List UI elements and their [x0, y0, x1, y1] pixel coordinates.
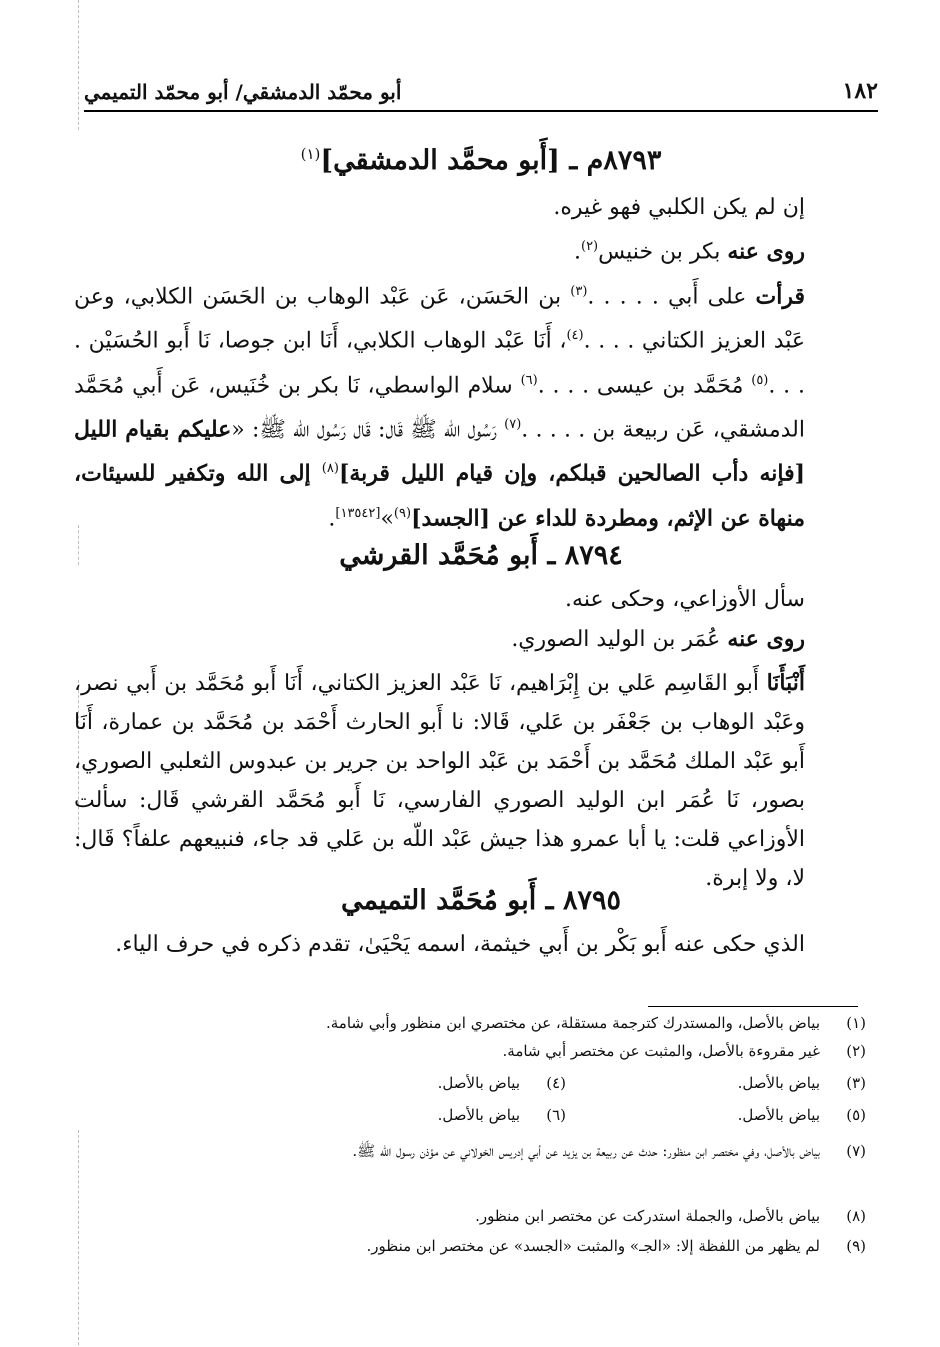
entry-8793-narrators: روى عنه بكر بن خنيس$^{(٢)}$. — [573, 238, 805, 265]
entry-8793-line1: إن لم يكن الكلبي فهو غيره. — [553, 195, 805, 220]
running-title: أبو محمّد الدمشقي/ أبو محمّد التميمي — [84, 80, 402, 104]
footnote: (٧) بياض بالأصل، وفي مختصر ابن منظور: حدث عن ربيعة بن يزيد عن أبي إدريس الخولاني عن مؤذن رسول الله ﷺ. — [352, 1142, 866, 1160]
page-number: ١٨٢ — [842, 78, 878, 104]
footnote: (٥) بياض بالأصل. — [737, 1106, 866, 1124]
entry-8795-line1: الذي حكى عنه أَبو بَكْر بن أَبي خيثمة، اسمه يَحْيَىٰ، تقدم ذكره في حرف الياء. — [115, 932, 805, 957]
footnote: (٩) لم يظهر من اللفظة إلا: «الجـ» والمثبت «الجسد» عن مختصر ابن منظور. — [366, 1237, 866, 1255]
entry-title-8793: ٨٧٩٣م ـ [أَبو محمَّد الدمشقي]$^{(١)}$ — [300, 145, 662, 176]
entry-8794-isnad: أَنْبَأَنَا أَبو القَاسِم عَلي بن إِبْرَاهيم، نَا عَبْد العزيز الكتاني، أَنَا أَبو مُحَمَّد بن أَبي نصر، وعَبْد الوهاب بن جَعْفَر بن عَلي، قَالا: نا أَبو الحارث أَحْمَد بن مُحَمَّد بن عمارة، أَنَا أَبو عَبْد الملك مُحَمَّد بن أَحْمَد بن عَبْد الواحد بن جرير بن عبدوس الثعلبي الصوري، بصور، نَا عُمَر ابن الوليد الصوري الفارسي، نَا أَبو مُحَمَّد القرشي قَال: سألت الأوزاعي قلت: يا أبا عمرو هذا جيش عَبْد اللّه بن عَلي قد جاء، فنبيعهم علفاً؟ قَال: لا، ولا إبرة. — [74, 670, 805, 891]
footnote: (٢) غير مقروءة بالأصل، والمثبت عن مختصر أبي شامة. — [502, 1042, 866, 1060]
page-header — [84, 72, 878, 112]
footnote-rule — [648, 1006, 858, 1007]
footnote-row — [64, 1102, 866, 1129]
entry-8794-narrators: روى عنه عُمَر بن الوليد الصوري. — [511, 626, 805, 652]
scan-margin-line — [78, 0, 79, 130]
footnote-row — [64, 1070, 866, 1097]
footnote: (١) بياض بالأصل، والمستدرك كترجمة مستقلة، عن مختصري ابن منظور وأبي شامة. — [325, 1014, 866, 1032]
entry-8793-isnad: قرأت على أَبي . . . . .$^{(٣)}$ بن الحَسَن، عَن عَبْد الوهاب بن الحَسَن الكلابي، وعن عَبْد العزيز الكتاني . . . .$^{(٤)}$، أَنَا عَبْد الوهاب الكلابي، أَنَا ابن جوصا، نَا أَبو الحُسَيْن . . . .$^{(٥)}$ مُحَمَّد بن عيسى . . . .$^{(٦)}$ سلام الواسطي، نَا بكر بن خُنَيس، عَن أَبي مُحَمَّد الدمشقي، عَن ربيعة بن . . . . .$^{(٧)}$ رَسُول الله ﷺ قَال: قَال رَسُول الله ﷺ: «عليكم بقيام الليل [فإنه دأب الصالحين قبلكم، وإن قيام الليل قربة]$^{(٨)}$ إلى الله وتكفير للسيئات، منهاة عن الإثم، ومطردة للداء عن [الجسد]$^{(٩)}$»[١٣٥٤٢]. — [74, 283, 806, 531]
footnote: (٣) بياض بالأصل. — [737, 1074, 866, 1092]
entry-title-8795: ٨٧٩٥ ـ أَبو مُحَمَّد التميمي — [341, 885, 621, 916]
footnote: (٦) بياض بالأصل. — [437, 1106, 566, 1124]
footnote: (٨) بياض بالأصل، والجملة استدركت عن مختصر ابن منظور. — [475, 1207, 866, 1225]
entry-8794-line1: سأل الأوزاعي، وحكى عنه. — [565, 587, 805, 612]
footnote: (٤) بياض بالأصل. — [437, 1074, 566, 1092]
entry-title-8794: ٨٧٩٤ ـ أَبو مُحَمَّد القرشي — [339, 540, 623, 571]
